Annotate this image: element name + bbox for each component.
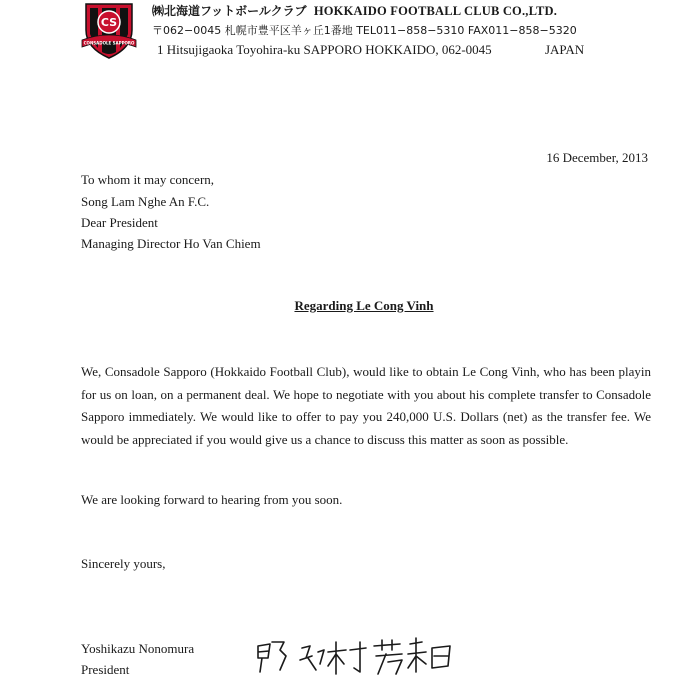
- address-country: JAPAN: [544, 42, 585, 57]
- signer-title: President: [81, 662, 130, 677]
- body-paragraph: We are looking forward to hearing from you soon.: [81, 492, 343, 507]
- company-name-jp: ㈱北海道フットボールクラブ: [152, 4, 307, 18]
- closing-salutation: Sincerely yours,: [81, 556, 166, 571]
- company-name-en: HOKKAIDO FOOTBALL CLUB CO.,LTD.: [313, 4, 558, 18]
- address-en-line: [157, 42, 584, 58]
- letterhead-company: [152, 2, 557, 19]
- club-crest-logo: [80, 0, 138, 60]
- recipient-line: Song Lam Nghe An F.C.: [81, 194, 210, 209]
- address-en: 1 Hitsujigaoka Toyohira-ku SAPPORO HOKKAIDO, 062-0045: [157, 42, 492, 57]
- body-paragraph: We, Consadole Sapporo (Hokkaido Football Club), would like to obtain Le Cong Vinh, who has been playin for us on loan, on a permanent deal. We hope to negotiate with you about his complete transfer to Consadole Sapporo immediately. We would like to offer to pay you 240,000 U.S. Dollars (net) as the transfer fee. We would be appreciated if you would give us a chance to discuss this matter as soon as possible.: [81, 364, 651, 447]
- signer-name: Yoshikazu Nonomura: [81, 641, 195, 656]
- letter-subject: Regarding Le Cong Vinh: [294, 298, 434, 313]
- handwritten-signature: [250, 636, 472, 678]
- address-jp: 〒062−0045 札幌市豊平区羊ヶ丘1番地 TEL011−858−5310 FAX011−858−5320: [152, 24, 577, 37]
- crest-ribbon-text: CONSADOLE SAPPORO: [83, 40, 135, 46]
- letter-date: 16 December, 2013: [546, 150, 648, 165]
- recipient-line: To whom it may concern,: [81, 172, 215, 187]
- crest-initials: CS: [100, 16, 118, 29]
- recipient-line: Dear President: [81, 215, 158, 230]
- recipient-line: Managing Director Ho Van Chiem: [81, 236, 261, 251]
